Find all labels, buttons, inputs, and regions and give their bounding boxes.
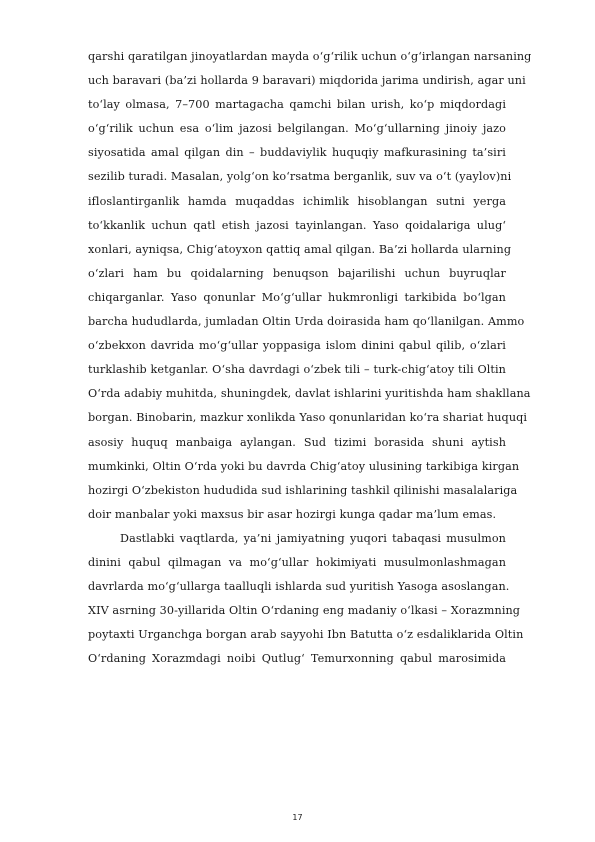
text-line: mumkinki, Oltin O‘rda yoki bu davrda Chig‘atoy ulusining tarkibiga kirgan: [88, 459, 520, 473]
text-line: dinini qabul qilmagan va mo‘g‘ullar hokimiyati musulmonlashmagan: [88, 555, 506, 569]
text-line: barcha hududlarda, jumladan Oltin Urda doirasida ham qo‘llanilgan. Ammo: [88, 315, 525, 329]
text-line: borgan. Binobarin, mazkur xonlikda Yaso qonunlaridan ko‘ra shariat huquqi: [88, 411, 528, 425]
text-line-paragraph-end: doir manbalar yoki maxsus bir asar hozirgi kunga qadar ma’lum emas.: [88, 507, 497, 521]
text-line-paragraph-start: Dastlabki vaqtlarda, ya’ni jamiyatning yuqori tabaqasi musulmon: [120, 531, 506, 545]
text-line: turklashib ketganlar. O‘sha davrdagi o‘zbek tili – turk-chig‘atoy tili Oltin: [88, 363, 506, 377]
text-line: poytaxti Urganchga borgan arab sayyohi Ibn Batutta o‘z esdaliklarida Oltin: [88, 628, 524, 642]
text-line: o‘g‘rilik uchun esa o‘lim jazosi belgilangan. Mo‘g‘ullarning jinoiy jazo: [88, 122, 506, 136]
text-line: chiqarganlar. Yaso qonunlar Mo‘g‘ullar hukmronligi tarkibida bo‘lgan: [88, 290, 506, 304]
document-body: [88, 45, 532, 671]
text-line: siyosatida amal qilgan din – buddaviylik huquqiy mafkurasining ta’siri: [88, 146, 506, 160]
text-line: XIV asrning 30-yillarida Oltin O‘rdaning eng madaniy o‘lkasi – Xorazmning: [88, 604, 521, 618]
text-line: davrlarda mo‘g‘ullarga taalluqli ishlarda sud yuritish Yasoga asoslangan.: [88, 580, 510, 594]
text-line: ifloslantirganlik hamda muqaddas ichimlik hisoblangan sutni yerga: [88, 194, 506, 208]
text-line: to‘lay olmasa, 7–700 martagacha qamchi bilan urish, ko‘p miqdordagi: [88, 98, 506, 112]
text-line: uch baravari (ba’zi hollarda 9 baravari) miqdorida jarima undirish, agar uni: [88, 74, 526, 88]
page-number: 17: [292, 813, 303, 822]
text-line: sezilib turadi. Masalan, yolg‘on ko‘rsatma berganlik, suv va o‘t (yaylov)ni: [88, 170, 512, 184]
text-line: o‘zlari ham bu qoidalarning benuqson bajarilishi uchun buyruqlar: [88, 266, 506, 280]
text-line: qarshi qaratilgan jinoyatlardan mayda o‘g‘rilik uchun o‘g‘irlangan narsaning: [88, 50, 532, 63]
text-line: asosiy huquq manbaiga aylangan. Sud tizimi borasida shuni aytish: [88, 435, 506, 449]
text-line: O‘rda adabiy muhitda, shuningdek, davlat ishlarini yuritishda ham shakllana: [88, 387, 531, 401]
text-line: O‘rdaning Xorazmdagi noibi Qutlug‘ Temurxonning qabul marosimida: [88, 652, 506, 666]
text-line: to‘kkanlik uchun qatl etish jazosi tayinlangan. Yaso qoidalariga ulug‘: [88, 218, 506, 232]
text-line: xonlari, ayniqsa, Chig‘atoyxon qattiq amal qilgan. Ba’zi hollarda ularning: [88, 242, 512, 256]
text-line: o‘zbekxon davrida mo‘g‘ullar yoppasiga islom dinini qabul qilib, o‘zlari: [88, 339, 506, 353]
text-line: hozirgi O‘zbekiston hududida sud ishlarining tashkil qilinishi masalalariga: [88, 483, 518, 497]
